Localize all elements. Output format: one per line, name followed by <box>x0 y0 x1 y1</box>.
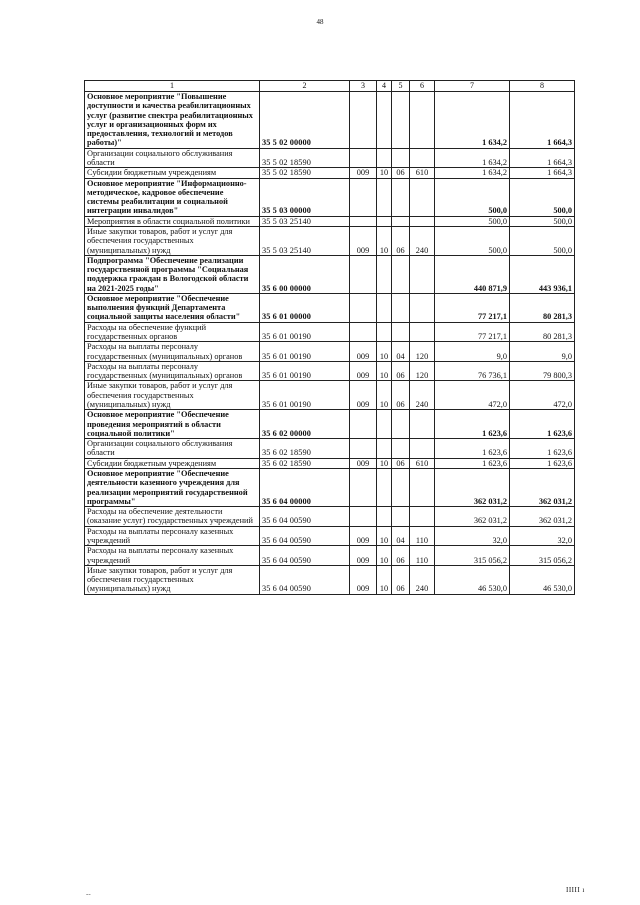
section-code <box>377 216 392 226</box>
expense-type-code: 240 <box>410 226 435 255</box>
table-row <box>85 293 575 322</box>
budget-code: 35 5 02 18590 <box>260 168 350 178</box>
budget-code: 35 6 01 00190 <box>260 381 350 410</box>
amount-col-8: 1 623,6 <box>510 458 575 468</box>
table-row <box>85 255 575 293</box>
expense-type-code: 120 <box>410 342 435 362</box>
expense-type-code <box>410 92 435 149</box>
row-name: Иные закупки товаров, работ и услуг для обеспечения государственных (муниципальных) нужд <box>85 226 260 255</box>
row-name: Расходы на выплаты персоналу государственных (муниципальных) органов <box>85 361 260 381</box>
amount-col-7: 9,0 <box>435 342 510 362</box>
expense-type-code <box>410 216 435 226</box>
subsection-code <box>392 255 410 293</box>
row-name: Основное мероприятие "Повышение доступности и качества реабилитационных услуг (развитие спектра реабилитационных услуг и организационных форм их предоставления, технологий и методов работы)" <box>85 92 260 149</box>
expense-type-code <box>410 293 435 322</box>
section-code: 10 <box>377 168 392 178</box>
amount-col-8: 1 623,6 <box>510 410 575 439</box>
amount-col-7: 472,0 <box>435 381 510 410</box>
ministry-code: 009 <box>350 458 377 468</box>
expense-type-code: 120 <box>410 361 435 381</box>
expense-type-code <box>410 148 435 168</box>
subsection-code <box>392 507 410 527</box>
ministry-code: 009 <box>350 342 377 362</box>
budget-code: 35 5 03 00000 <box>260 178 350 216</box>
subsection-code: 06 <box>392 168 410 178</box>
table-row <box>85 226 575 255</box>
section-code: 10 <box>377 381 392 410</box>
ministry-code: 009 <box>350 168 377 178</box>
budget-code: 35 5 03 25140 <box>260 226 350 255</box>
column-number-row <box>85 81 575 92</box>
amount-col-7: 1 634,2 <box>435 92 510 149</box>
ministry-code <box>350 439 377 459</box>
amount-col-7: 500,0 <box>435 226 510 255</box>
amount-col-8: 500,0 <box>510 226 575 255</box>
section-code: 10 <box>377 546 392 566</box>
ministry-code <box>350 410 377 439</box>
expense-type-code <box>410 322 435 342</box>
expense-type-code <box>410 439 435 459</box>
amount-col-7: 32,0 <box>435 526 510 546</box>
budget-code: 35 6 01 00190 <box>260 361 350 381</box>
row-name: Иные закупки товаров, работ и услуг для обеспечения государственных (муниципальных) нужд <box>85 381 260 410</box>
subsection-code: 06 <box>392 458 410 468</box>
amount-col-7: 77 217,1 <box>435 322 510 342</box>
table-row <box>85 546 575 566</box>
table-row <box>85 439 575 459</box>
expense-type-code: 610 <box>410 168 435 178</box>
amount-col-8: 500,0 <box>510 216 575 226</box>
amount-col-7: 500,0 <box>435 216 510 226</box>
section-code <box>377 322 392 342</box>
ministry-code: 009 <box>350 526 377 546</box>
ministry-code <box>350 92 377 149</box>
section-code <box>377 178 392 216</box>
table-row <box>85 410 575 439</box>
budget-code: 35 5 03 25140 <box>260 216 350 226</box>
expense-type-code <box>410 178 435 216</box>
row-name: Основное мероприятие "Обеспечение выполнения функций Департамента социальной защиты населения области" <box>85 293 260 322</box>
section-code <box>377 507 392 527</box>
budget-code: 35 6 04 00000 <box>260 468 350 506</box>
budget-code: 35 6 01 00190 <box>260 342 350 362</box>
section-code: 10 <box>377 458 392 468</box>
amount-col-8: 315 056,2 <box>510 546 575 566</box>
subsection-code <box>392 92 410 149</box>
column-header: 4 <box>377 81 392 92</box>
subsection-code <box>392 410 410 439</box>
section-code: 10 <box>377 526 392 546</box>
subsection-code: 06 <box>392 381 410 410</box>
section-code: 10 <box>377 226 392 255</box>
table-row <box>85 468 575 506</box>
amount-col-8: 46 530,0 <box>510 565 575 594</box>
budget-code: 35 6 02 18590 <box>260 458 350 468</box>
expense-type-code: 610 <box>410 458 435 468</box>
amount-col-8: 9,0 <box>510 342 575 362</box>
subsection-code <box>392 322 410 342</box>
amount-col-7: 1 623,6 <box>435 410 510 439</box>
amount-col-7: 77 217,1 <box>435 293 510 322</box>
column-header: 1 <box>85 81 260 92</box>
amount-col-8: 472,0 <box>510 381 575 410</box>
expense-type-code: 240 <box>410 381 435 410</box>
expense-type-code <box>410 410 435 439</box>
ministry-code <box>350 293 377 322</box>
column-header: 6 <box>410 81 435 92</box>
amount-col-7: 315 056,2 <box>435 546 510 566</box>
table-row <box>85 458 575 468</box>
table-row <box>85 565 575 594</box>
section-code <box>377 293 392 322</box>
table-row <box>85 178 575 216</box>
subsection-code <box>392 468 410 506</box>
amount-col-8: 362 031,2 <box>510 468 575 506</box>
row-name: Субсидии бюджетным учреждениям <box>85 458 260 468</box>
expense-type-code <box>410 507 435 527</box>
ministry-code <box>350 178 377 216</box>
row-name: Организации социального обслуживания области <box>85 439 260 459</box>
amount-col-7: 362 031,2 <box>435 507 510 527</box>
amount-col-8: 79 800,3 <box>510 361 575 381</box>
subsection-code <box>392 216 410 226</box>
budget-code: 35 5 02 00000 <box>260 92 350 149</box>
budget-table <box>84 80 575 595</box>
subsection-code: 06 <box>392 361 410 381</box>
amount-col-8: 443 936,1 <box>510 255 575 293</box>
table-row <box>85 168 575 178</box>
row-name: Расходы на выплаты персоналу государственных (муниципальных) органов <box>85 342 260 362</box>
table-row <box>85 381 575 410</box>
row-name: Основное мероприятие "Обеспечение проведения мероприятий в области социальной политики" <box>85 410 260 439</box>
row-name: Субсидии бюджетным учреждениям <box>85 168 260 178</box>
row-name: Основное мероприятие "Обеспечение деятельности казенного учреждения для реализации мероприятий государственной программы" <box>85 468 260 506</box>
amount-col-7: 76 736,1 <box>435 361 510 381</box>
expense-type-code: 240 <box>410 565 435 594</box>
table-row <box>85 526 575 546</box>
budget-code: 35 6 02 00000 <box>260 410 350 439</box>
ministry-code: 009 <box>350 361 377 381</box>
expense-type-code <box>410 468 435 506</box>
table-row <box>85 92 575 149</box>
ministry-code <box>350 148 377 168</box>
section-code <box>377 92 392 149</box>
amount-col-8: 32,0 <box>510 526 575 546</box>
amount-col-7: 46 530,0 <box>435 565 510 594</box>
row-name: Основное мероприятие "Информационно-методическое, кадровое обеспечение системы реабилитации и социальной интеграции инвалидов" <box>85 178 260 216</box>
footer-left-mark: -- <box>86 890 91 898</box>
page-number: 48 <box>316 18 324 26</box>
amount-col-8: 500,0 <box>510 178 575 216</box>
budget-code: 35 6 04 00590 <box>260 507 350 527</box>
budget-code: 35 6 00 00000 <box>260 255 350 293</box>
footer-right-mark: IIIII ı <box>566 886 585 894</box>
column-header: 8 <box>510 81 575 92</box>
amount-col-8: 80 281,3 <box>510 322 575 342</box>
subsection-code: 04 <box>392 342 410 362</box>
section-code <box>377 255 392 293</box>
row-name: Расходы на выплаты персоналу казенных учреждений <box>85 546 260 566</box>
amount-col-8: 1 664,3 <box>510 92 575 149</box>
amount-col-7: 1 634,2 <box>435 168 510 178</box>
section-code: 10 <box>377 361 392 381</box>
budget-code: 35 6 04 00590 <box>260 565 350 594</box>
column-header: 2 <box>260 81 350 92</box>
table-row <box>85 507 575 527</box>
amount-col-8: 1 664,3 <box>510 148 575 168</box>
table-row <box>85 322 575 342</box>
budget-code: 35 6 04 00590 <box>260 546 350 566</box>
ministry-code <box>350 507 377 527</box>
subsection-code: 06 <box>392 546 410 566</box>
column-header: 5 <box>392 81 410 92</box>
section-code: 10 <box>377 565 392 594</box>
subsection-code <box>392 178 410 216</box>
amount-col-7: 500,0 <box>435 178 510 216</box>
expense-type-code <box>410 255 435 293</box>
ministry-code <box>350 216 377 226</box>
budget-code: 35 6 02 18590 <box>260 439 350 459</box>
row-name: Расходы на обеспечение деятельности (оказание услуг) государственных учреждений <box>85 507 260 527</box>
row-name: Иные закупки товаров, работ и услуг для обеспечения государственных (муниципальных) нужд <box>85 565 260 594</box>
budget-code: 35 5 02 18590 <box>260 148 350 168</box>
budget-code: 35 6 01 00000 <box>260 293 350 322</box>
subsection-code: 06 <box>392 565 410 594</box>
row-name: Организации социального обслуживания области <box>85 148 260 168</box>
section-code: 10 <box>377 342 392 362</box>
table-row <box>85 361 575 381</box>
row-name: Расходы на выплаты персоналу казенных учреждений <box>85 526 260 546</box>
subsection-code <box>392 439 410 459</box>
ministry-code <box>350 322 377 342</box>
amount-col-7: 1 634,2 <box>435 148 510 168</box>
amount-col-8: 362 031,2 <box>510 507 575 527</box>
row-name: Расходы на обеспечение функций государственных органов <box>85 322 260 342</box>
table-row <box>85 148 575 168</box>
amount-col-8: 80 281,3 <box>510 293 575 322</box>
ministry-code <box>350 468 377 506</box>
amount-col-7: 362 031,2 <box>435 468 510 506</box>
row-name: Мероприятия в области социальной политики <box>85 216 260 226</box>
table-row <box>85 216 575 226</box>
expense-type-code: 110 <box>410 546 435 566</box>
ministry-code: 009 <box>350 546 377 566</box>
budget-code: 35 6 01 00190 <box>260 322 350 342</box>
column-header: 3 <box>350 81 377 92</box>
amount-col-7: 1 623,6 <box>435 458 510 468</box>
amount-col-7: 440 871,9 <box>435 255 510 293</box>
amount-col-8: 1 664,3 <box>510 168 575 178</box>
amount-col-7: 1 623,6 <box>435 439 510 459</box>
row-name: Подпрограмма "Обеспечение реализации государственной программы "Социальная поддержка граждан в Вологодской области на 2021-2025 годы" <box>85 255 260 293</box>
expense-type-code: 110 <box>410 526 435 546</box>
subsection-code <box>392 293 410 322</box>
column-header: 7 <box>435 81 510 92</box>
budget-code: 35 6 04 00590 <box>260 526 350 546</box>
section-code <box>377 148 392 168</box>
amount-col-8: 1 623,6 <box>510 439 575 459</box>
subsection-code: 06 <box>392 226 410 255</box>
section-code <box>377 439 392 459</box>
ministry-code <box>350 255 377 293</box>
ministry-code: 009 <box>350 381 377 410</box>
subsection-code <box>392 148 410 168</box>
table-body <box>85 92 575 595</box>
subsection-code: 04 <box>392 526 410 546</box>
table-row <box>85 342 575 362</box>
ministry-code: 009 <box>350 565 377 594</box>
section-code <box>377 410 392 439</box>
section-code <box>377 468 392 506</box>
ministry-code: 009 <box>350 226 377 255</box>
